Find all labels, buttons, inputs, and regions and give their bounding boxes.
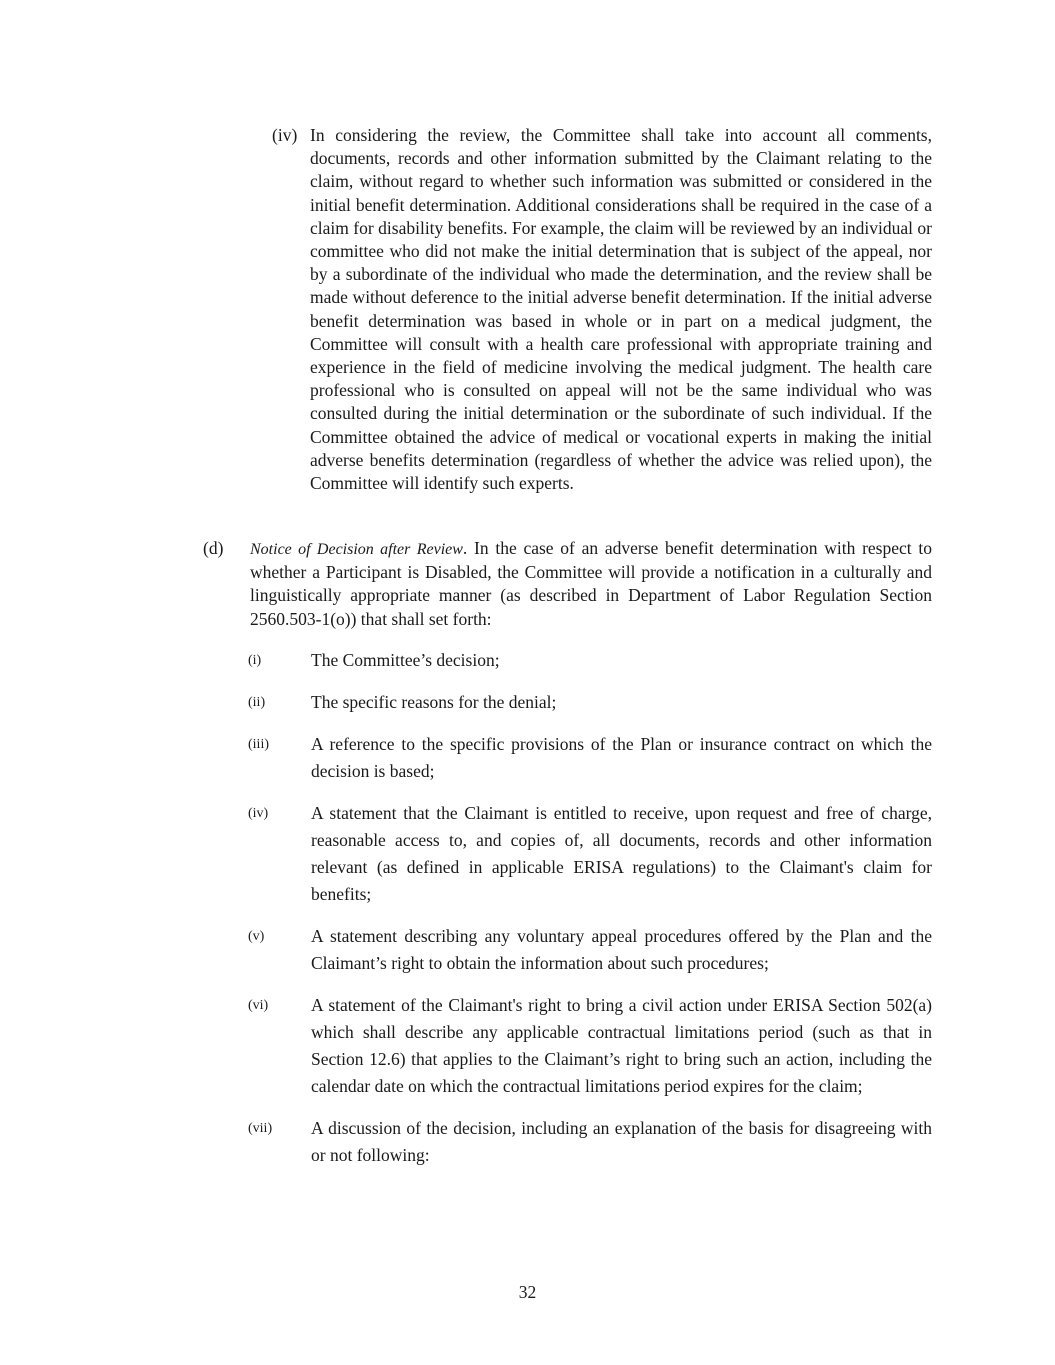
list-item (248, 800, 932, 908)
list-item-text: The specific reasons for the denial; (311, 692, 557, 712)
paragraph-body: . In the case of an adverse benefit determination with respect to whether a Participant is Disabled, the Committee will provide a notification in a culturally and linguistically appropriate manner (as described in Department of Labor Regulation Section 2560.503-1(o)) that shall set forth: (250, 538, 932, 629)
paragraph-d (203, 537, 932, 631)
page-number: 32 (518, 1282, 537, 1302)
list-item-text: A reference to the specific provisions of the Plan or insurance contract on which the decision is based; (311, 734, 932, 781)
list-item-number: (v) (248, 929, 265, 944)
paragraph-c-iv (272, 124, 932, 495)
list-item (248, 1115, 932, 1169)
paragraph-marker: (iv) (272, 125, 298, 145)
section-heading: Notice of Decision after Review (250, 541, 463, 558)
list-item-text: A statement describing any voluntary appeal procedures offered by the Plan and the Claimant’s right to obtain the information about such procedures; (311, 926, 932, 973)
list-item (248, 923, 932, 977)
list-item (248, 647, 932, 674)
list-item-text: The Committee’s decision; (311, 650, 500, 670)
list-item (248, 992, 932, 1100)
paragraph-marker: (d) (203, 538, 224, 558)
list-item-number: (i) (248, 653, 262, 668)
list-item (248, 731, 932, 785)
decision-notice-list (248, 647, 932, 1184)
list-item-text: A statement that the Claimant is entitled to receive, upon request and free of charge, reasonable access to, and copies of, all documents, records and other information relevant (as defined in applicable ERISA regulations) to the Claimant's claim for benefits; (311, 803, 932, 904)
list-item (248, 689, 932, 716)
list-item-number: (ii) (248, 695, 266, 710)
list-item-number: (iv) (248, 806, 269, 821)
list-item-text: A statement of the Claimant's right to bring a civil action under ERISA Section 502(a) which shall describe any applicable contractual limitations period (such as that in Section 12.6) that applies to the Claimant’s right to bring such an action, including the calendar date on which the contractual limitations period expires for the claim; (311, 995, 932, 1096)
list-item-number: (vii) (248, 1121, 273, 1136)
list-item-number: (iii) (248, 737, 269, 752)
list-item-number: (vi) (248, 998, 269, 1013)
paragraph-text: In considering the review, the Committee shall take into account all comments, documents, records and other information submitted by the Claimant relating to the claim, without regard to whether such information was submitted or considered in the initial benefit determination. Additional considerations shall be required in the case of a claim for disability benefits. For example, the claim will be reviewed by an individual or committee who did not make the initial determination that is subject of the appeal, nor by a subordinate of the individual who made the determination, and the review shall be made without deference to the initial adverse benefit determination. If the initial adverse benefit determination was based in whole or in part on a medical judgment, the Committee will consult with a health care professional with appropriate training and experience in the field of medicine involving the medical judgment. The health care professional who is consulted on appeal will not be the same individual who was consulted during the initial determination or the subordinate of such individual. If the Committee obtained the advice of medical or vocational experts in making the initial adverse benefits determination (regardless of whether the advice was relied upon), the Committee will identify such experts. (310, 125, 932, 494)
paragraph-text (250, 537, 932, 631)
list-item-text: A discussion of the decision, including an explanation of the basis for disagreeing with or not following: (311, 1118, 932, 1165)
